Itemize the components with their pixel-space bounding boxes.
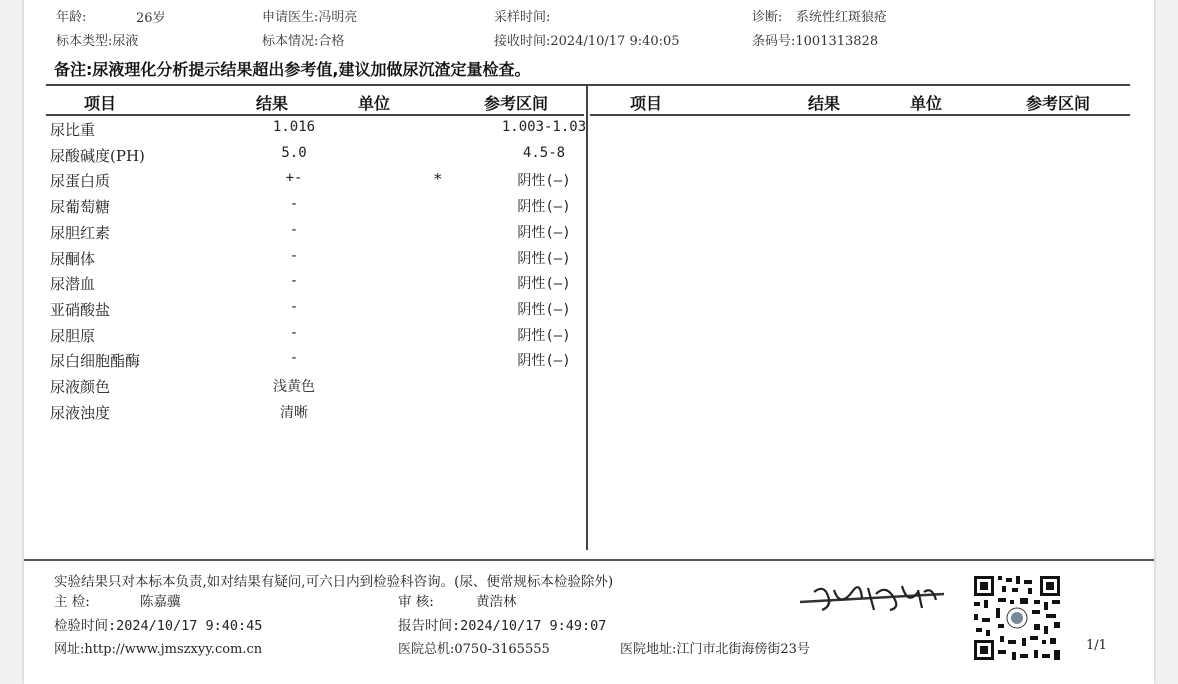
row-item: 尿潜血 [50, 275, 96, 294]
col-item: 项目 [84, 94, 117, 113]
footer-rule [24, 559, 1154, 561]
row-item: 尿白细胞酯酶 [50, 352, 141, 371]
col-reference: 参考区间 [484, 94, 549, 113]
specimen-type: 标本类型:尿液 [56, 34, 139, 49]
row-item: 尿蛋白质 [50, 172, 111, 191]
col-unit-right: 单位 [910, 94, 943, 113]
row-result: - [289, 273, 299, 290]
row-result: 5.0 [281, 144, 307, 161]
website: 网址:http://www.jmszxyy.com.cn [54, 642, 263, 657]
hospital-phone: 医院总机:0750-3165555 [398, 642, 550, 657]
table-top-rule [46, 84, 1130, 86]
report-time: 报告时间:2024/10/17 9:49:07 [398, 618, 607, 634]
row-item: 尿胆原 [50, 326, 96, 345]
row-reference: 阴性(—) [517, 199, 571, 216]
row-reference: 1.003-1.03 [501, 119, 587, 135]
lab-report-page [24, 0, 1154, 684]
row-result: - [289, 196, 299, 213]
specimen-status: 标本情况:合格 [262, 34, 345, 49]
row-reference: 阴性(—) [517, 276, 571, 293]
row-reference: 阴性(—) [517, 301, 571, 318]
row-item: 尿液颜色 [50, 378, 111, 396]
sample-time: 采样时间: [494, 10, 551, 25]
disclaimer: 实验结果只对本标本负责,如对结果有疑问,可六日内到检验科咨询。(尿、便常规标本检验除外) [54, 574, 614, 590]
col-item-right: 项目 [630, 94, 663, 113]
row-result: - [289, 247, 299, 264]
row-result: - [289, 324, 299, 341]
age-label: 年龄: [56, 10, 87, 25]
remark: 备注:尿液理化分析提示结果超出参考值,建议加做尿沉渣定量检查。 [54, 60, 531, 79]
row-item: 亚硝酸盐 [50, 300, 111, 319]
row-item: 尿比重 [50, 121, 96, 139]
diagnosis-value: 系统性红斑狼疮 [796, 10, 888, 25]
row-reference: 阴性(—) [517, 327, 571, 344]
col-result: 结果 [256, 94, 289, 113]
qr-code-icon [972, 574, 1062, 662]
col-result-right: 结果 [808, 94, 841, 113]
row-reference: 阴性(—) [517, 353, 571, 370]
col-unit: 单位 [358, 94, 391, 113]
barcode: 条码号:1001313828 [752, 34, 879, 49]
examiner-label: 主 检: [54, 594, 90, 610]
reviewer-label: 审 核: [398, 594, 434, 610]
col-reference-right: 参考区间 [1026, 94, 1091, 113]
diagnosis-label: 诊断: [752, 10, 783, 25]
examiner-name: 陈嘉骥 [140, 594, 181, 610]
row-item: 尿葡萄糖 [50, 198, 111, 217]
row-reference: 4.5-8 [522, 144, 566, 161]
row-result: - [289, 221, 299, 238]
hospital-address: 医院地址:江门市北街海傍街23号 [620, 642, 810, 657]
row-result: 浅黄色 [273, 379, 315, 395]
reviewer-signature [794, 580, 954, 620]
age-value: 26岁 [136, 11, 166, 26]
table-center-divider [586, 84, 588, 550]
requesting-doctor: 申请医生:冯明亮 [262, 10, 358, 25]
receive-time: 接收时间:2024/10/17 9:40:05 [494, 34, 680, 49]
table-head-rule-right [590, 114, 1130, 116]
row-reference: 阴性(—) [517, 173, 571, 190]
row-result: +- [285, 170, 303, 187]
row-item: 尿胆红素 [50, 223, 111, 242]
row-result: 1.016 [272, 119, 316, 135]
row-result: 清晰 [280, 404, 308, 421]
reviewer-name: 黄浩林 [476, 594, 517, 610]
row-item: 尿酸碱度(PH) [50, 146, 145, 165]
row-flag: * [434, 170, 442, 189]
table-head-rule-left [46, 114, 584, 116]
test-time: 检验时间:2024/10/17 9:40:45 [54, 618, 263, 634]
row-item: 尿酮体 [50, 249, 96, 268]
row-item: 尿液浊度 [50, 403, 111, 422]
row-reference: 阴性(—) [517, 224, 571, 241]
page-number: 1/1 [1086, 638, 1107, 653]
row-result: - [289, 298, 299, 315]
row-result: - [289, 350, 299, 367]
row-reference: 阴性(—) [517, 250, 571, 267]
